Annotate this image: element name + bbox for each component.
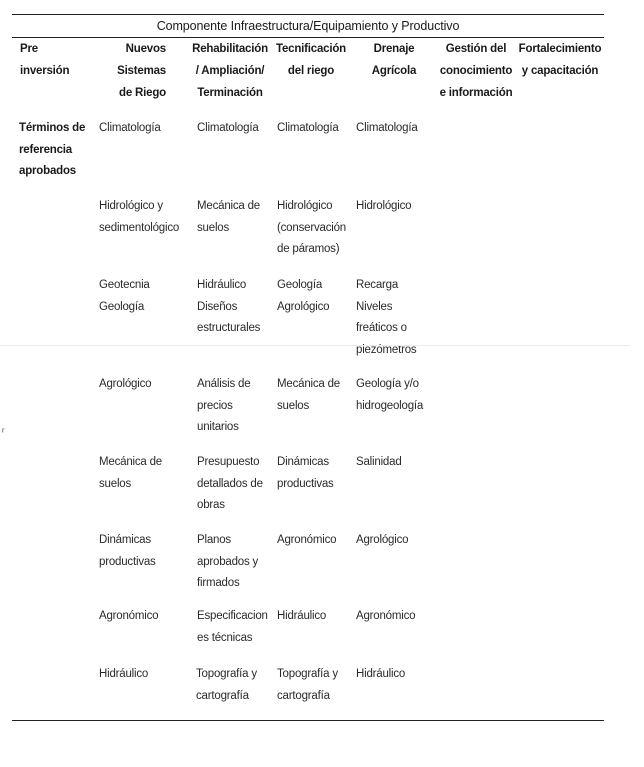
header-fortalecimiento: Fortalecimiento y capacitación bbox=[518, 43, 602, 77]
table-cell: Climatología bbox=[356, 122, 418, 134]
table-cell: Geología y/o hidrogeología bbox=[356, 378, 424, 412]
header-drenaje: Drenaje Agrícola bbox=[371, 43, 417, 77]
table-cell: Hidráulico bbox=[277, 610, 327, 622]
table-cell: Recarga Niveles freáticos o piezómetros bbox=[356, 279, 417, 356]
header-pre-inversion: Pre inversión bbox=[20, 43, 70, 77]
table-cell: Hidrológico y sedimentológico bbox=[99, 200, 180, 234]
margin-mark: ʳ bbox=[2, 427, 5, 438]
header-tecnificacion: Tecnificación del riego bbox=[275, 43, 347, 77]
table-cell: Presupuesto detallados de obras bbox=[197, 456, 263, 511]
table-cell: Hidráulico bbox=[99, 668, 149, 680]
table-cell: Hidráulico Diseños estructurales bbox=[197, 279, 261, 334]
table-cell: Climatología bbox=[99, 122, 161, 134]
table-title: Componente Infraestructura/Equipamiento y Productivo bbox=[156, 19, 460, 33]
table-cell: Especificacion es técnicas bbox=[197, 610, 268, 644]
table-cell: Geotecnia Geología bbox=[99, 279, 150, 313]
table-cell: Agrológico bbox=[99, 378, 152, 390]
top-rule bbox=[12, 14, 604, 15]
table-cell: Planos aprobados y firmados bbox=[197, 534, 259, 589]
table-cell: Geología Agrológico bbox=[277, 279, 330, 313]
table-cell: Salinidad bbox=[356, 456, 402, 468]
table-cell: Hidrológico bbox=[356, 200, 412, 212]
table-cell: Agrológico bbox=[356, 534, 409, 546]
table-cell: Dinámicas productivas bbox=[277, 456, 334, 490]
table-cell: Dinámicas productivas bbox=[99, 534, 156, 568]
table-cell: Topografía y cartografía bbox=[196, 668, 257, 702]
table-cell: Análisis de precios unitarios bbox=[197, 378, 251, 433]
row-label-terminos: Términos de referencia aprobados bbox=[19, 122, 86, 177]
table-cell: Agronómico bbox=[356, 610, 416, 622]
table-cell: Mecánica de suelos bbox=[277, 378, 341, 412]
table-cell: Hidrológico (conservación de páramos) bbox=[277, 200, 346, 255]
scan-line bbox=[0, 345, 630, 346]
header-nuevos-sistemas: Nuevos Sistemas de Riego bbox=[117, 43, 166, 99]
table-cell: Agronómico bbox=[277, 534, 337, 546]
table-cell: Topografía y cartografía bbox=[277, 668, 338, 702]
table-cell: Climatología bbox=[277, 122, 339, 134]
header-gestion: Gestión del conocimiento e información bbox=[439, 43, 513, 99]
table-cell: Hidráulico bbox=[356, 668, 406, 680]
table-cell: Mecánica de suelos bbox=[99, 456, 163, 490]
header-rehabilitacion: Rehabilitación / Ampliación/ Terminación bbox=[192, 43, 268, 99]
bottom-rule bbox=[12, 720, 604, 721]
table-cell: Climatología bbox=[197, 122, 259, 134]
table-cell: Agronómico bbox=[99, 610, 159, 622]
table-cell: Mecánica de suelos bbox=[197, 200, 261, 234]
